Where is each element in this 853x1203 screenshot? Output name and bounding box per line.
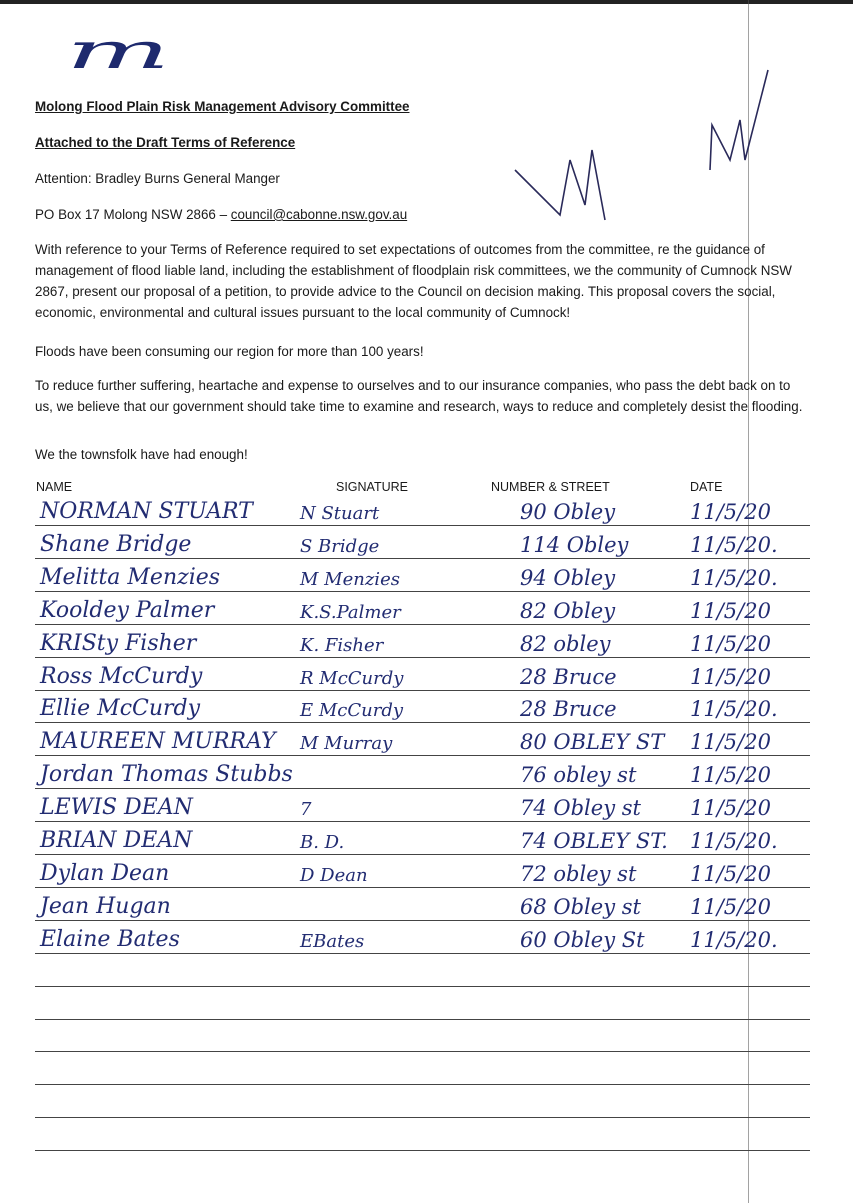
cell-street: 28 Bruce <box>520 665 617 689</box>
cell-signature: K. Fisher <box>300 635 384 656</box>
header-name: NAME <box>36 480 73 494</box>
ruled-line <box>35 1150 810 1151</box>
cell-date: 11/5/20 <box>690 730 771 754</box>
cell-date: 11/5/20 <box>690 895 771 919</box>
header-date: DATE <box>690 480 723 494</box>
cell-street: 74 OBLEY ST. <box>520 829 668 853</box>
ruled-line <box>35 690 810 691</box>
attention-wrap <box>35 168 810 189</box>
cell-name: NORMAN STUART <box>40 499 253 524</box>
cell-date: 11/5/20 <box>690 862 771 886</box>
ruled-line <box>35 1019 810 1020</box>
cell-street: 80 OBLEY ST <box>520 730 665 754</box>
cell-street: 82 Obley <box>520 599 616 623</box>
cell-street: 82 obley <box>520 632 611 656</box>
letter-subtitle-wrap <box>35 132 810 153</box>
cell-street: 60 Obley St <box>520 928 645 952</box>
cell-name: MAUREEN MURRAY <box>40 729 276 754</box>
attention-line: Attention: Bradley Burns General Manger <box>35 171 280 186</box>
ruled-line <box>35 788 810 789</box>
cell-signature: S Bridge <box>300 536 380 557</box>
ruled-line <box>35 887 810 888</box>
ruled-line <box>35 821 810 822</box>
ruled-line <box>35 525 810 526</box>
ruled-line <box>35 1084 810 1085</box>
cell-street: 90 Obley <box>520 500 616 524</box>
paragraph4-wrap <box>35 444 810 465</box>
ruled-line <box>35 1051 810 1052</box>
cell-date: 11/5/20 <box>690 500 771 524</box>
paragraph3-wrap <box>35 375 810 417</box>
ruled-line <box>35 591 810 592</box>
cell-street: 94 Obley <box>520 566 616 590</box>
cell-name: Elaine Bates <box>40 927 180 952</box>
scan-top-edge <box>0 0 853 4</box>
ruled-line <box>35 624 810 625</box>
cell-signature: N Stuart <box>300 503 380 524</box>
cell-name: Ellie McCurdy <box>40 696 201 721</box>
cell-signature: B. D. <box>300 832 345 853</box>
cell-name: KRISty Fisher <box>40 631 197 656</box>
cell-name: Shane Bridge <box>40 532 192 557</box>
cell-date: 11/5/20. <box>690 566 778 590</box>
letter-body <box>35 96 810 117</box>
cell-name: Kooldey Palmer <box>40 598 215 623</box>
address-wrap <box>35 204 810 225</box>
cell-name: Ross McCurdy <box>40 664 203 689</box>
cell-name: Dylan Dean <box>40 861 170 886</box>
margin-scribble-right <box>700 60 770 180</box>
email-link[interactable]: council@cabonne.nsw.gov.au <box>230 207 408 222</box>
ruled-line <box>35 657 810 658</box>
cell-signature: K.S.Palmer <box>300 602 401 623</box>
handwritten-initials: m <box>66 22 171 80</box>
cell-name: Jordan Thomas Stubbs <box>40 762 293 787</box>
cell-date: 11/5/20 <box>690 599 771 623</box>
ruled-line <box>35 953 810 954</box>
cell-signature: R McCurdy <box>300 668 404 689</box>
cell-street: 76 obley st <box>520 763 637 787</box>
header-street: NUMBER & STREET <box>491 480 610 494</box>
paragraph2-wrap <box>35 341 810 362</box>
ruled-line <box>35 986 810 987</box>
cell-street: 68 Obley st <box>520 895 641 919</box>
cell-signature: M Menzies <box>300 569 400 590</box>
cell-signature: M Murray <box>300 733 393 754</box>
cell-street: 74 Obley st <box>520 796 641 820</box>
cell-street: 28 Bruce <box>520 697 617 721</box>
cell-date: 11/5/20 <box>690 763 771 787</box>
ruled-line <box>35 920 810 921</box>
cell-signature: D Dean <box>300 865 368 886</box>
cell-street: 114 Obley <box>520 533 629 557</box>
cell-name: BRIAN DEAN <box>40 828 193 853</box>
letter-title: Molong Flood Plain Risk Management Advisory Committee <box>35 99 410 114</box>
cell-date: 11/5/20 <box>690 665 771 689</box>
ruled-line <box>35 558 810 559</box>
header-signature: SIGNATURE <box>336 480 408 494</box>
address-line <box>35 204 810 225</box>
cell-signature: E McCurdy <box>300 700 404 721</box>
cell-date: 11/5/20. <box>690 697 778 721</box>
cell-name: Melitta Menzies <box>40 565 221 590</box>
cell-name: Jean Hugan <box>40 894 171 919</box>
ruled-line <box>35 1117 810 1118</box>
cell-signature: EBates <box>300 931 365 952</box>
cell-street: 72 obley st <box>520 862 637 886</box>
cell-date: 11/5/20 <box>690 796 771 820</box>
paragraph1-wrap <box>35 239 810 323</box>
paragraph-1: With reference to your Terms of Reference required to set expectations of outcomes from the committee, re the guidance of management of flood liable land, including the establishment of floodplain risk committees, we the community of Cumnock NSW 2867, present our proposal of a petition, to provide advice to the Council on decision making. This proposal covers the social, economic, environmental and cultural issues pursuant to the local community of Cumnock! <box>35 242 792 320</box>
cell-date: 11/5/20. <box>690 928 778 952</box>
cell-signature: 7 <box>300 799 312 820</box>
cell-date: 11/5/20. <box>690 533 778 557</box>
paragraph-2: Floods have been consuming our region for more than 100 years! <box>35 344 424 359</box>
cell-name: LEWIS DEAN <box>40 795 193 820</box>
ruled-line <box>35 722 810 723</box>
paragraph-4: We the townsfolk have had enough! <box>35 447 248 462</box>
scribble-drawing-n <box>700 60 770 180</box>
cell-date: 11/5/20 <box>690 632 771 656</box>
paragraph-3: To reduce further suffering, heartache and expense to ourselves and to our insurance companies, who pass the debt back on to us, we believe that our government should take time to examine and research, ways to reduce and completely desist the flooding. <box>35 378 803 414</box>
ruled-line <box>35 755 810 756</box>
address-text: PO Box 17 Molong NSW 2866 – <box>35 207 231 222</box>
letter-subtitle: Attached to the Draft Terms of Reference <box>35 135 296 150</box>
cell-date: 11/5/20. <box>690 829 778 853</box>
ruled-line <box>35 854 810 855</box>
